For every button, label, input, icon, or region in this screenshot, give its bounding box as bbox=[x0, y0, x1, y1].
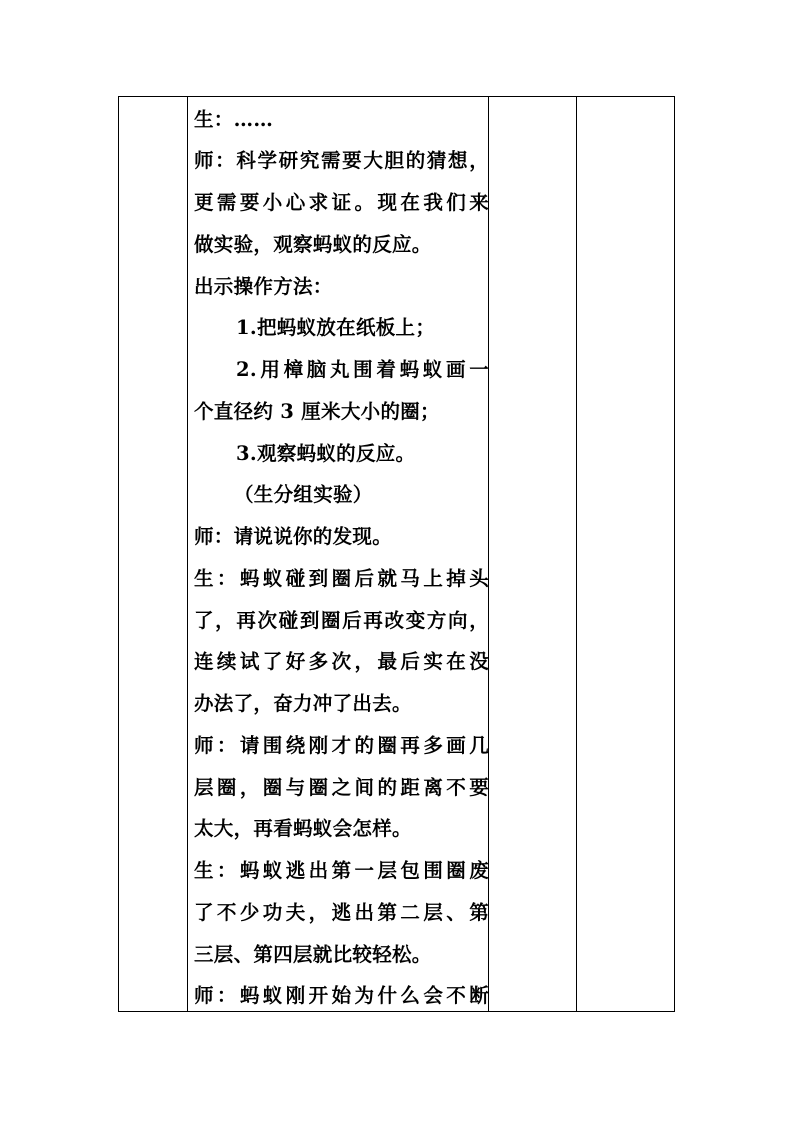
text-line: 了不少功夫，逃出第二层、第 bbox=[194, 901, 489, 924]
text-line: 师：科学研究需要大胆的猜想， bbox=[194, 149, 489, 172]
text-line: 办法了，奋力冲了出去。 bbox=[194, 692, 412, 715]
text-line: 了，再次碰到圈后再改变方向， bbox=[194, 609, 489, 632]
text-line: 太大，再看蚂蚁会怎样。 bbox=[194, 817, 412, 840]
text-line: （生分组实验） bbox=[234, 483, 373, 506]
text-line: 师：请说说你的发现。 bbox=[194, 525, 393, 548]
column-divider-3 bbox=[576, 97, 577, 1011]
text-line: 2.用樟脑丸围着蚂蚁画一 bbox=[236, 358, 489, 381]
text-line: 连续试了好多次，最后实在没 bbox=[194, 650, 489, 673]
text-line: 层圈，圈与圈之间的距离不要 bbox=[194, 776, 489, 799]
text-line: 三层、第四层就比较轻松。 bbox=[194, 943, 432, 966]
text-line: 个直径约 3 厘米大小的圈； bbox=[194, 400, 440, 423]
teaching-process-cell bbox=[194, 97, 489, 1011]
lesson-plan-table bbox=[118, 96, 675, 1012]
text-line: 师：请围绕刚才的圈再多画几 bbox=[194, 734, 489, 757]
text-line: 1.把蚂蚁放在纸板上； bbox=[236, 316, 436, 339]
text-line: 生：…… bbox=[194, 108, 274, 131]
text-line: 更需要小心求证。现在我们来 bbox=[194, 191, 489, 214]
text-line: 生：蚂蚁碰到圈后就马上掉头 bbox=[194, 567, 489, 590]
column-divider-1 bbox=[187, 97, 188, 1011]
text-line: 3.观察蚂蚁的反应。 bbox=[236, 442, 416, 465]
text-line: 出示操作方法： bbox=[194, 275, 333, 298]
text-line: 做实验，观察蚂蚁的反应。 bbox=[194, 233, 432, 256]
text-line: 生：蚂蚁逃出第一层包围圈废 bbox=[194, 859, 489, 882]
text-line: 师：蚂蚁刚开始为什么会不断 bbox=[194, 984, 489, 1007]
